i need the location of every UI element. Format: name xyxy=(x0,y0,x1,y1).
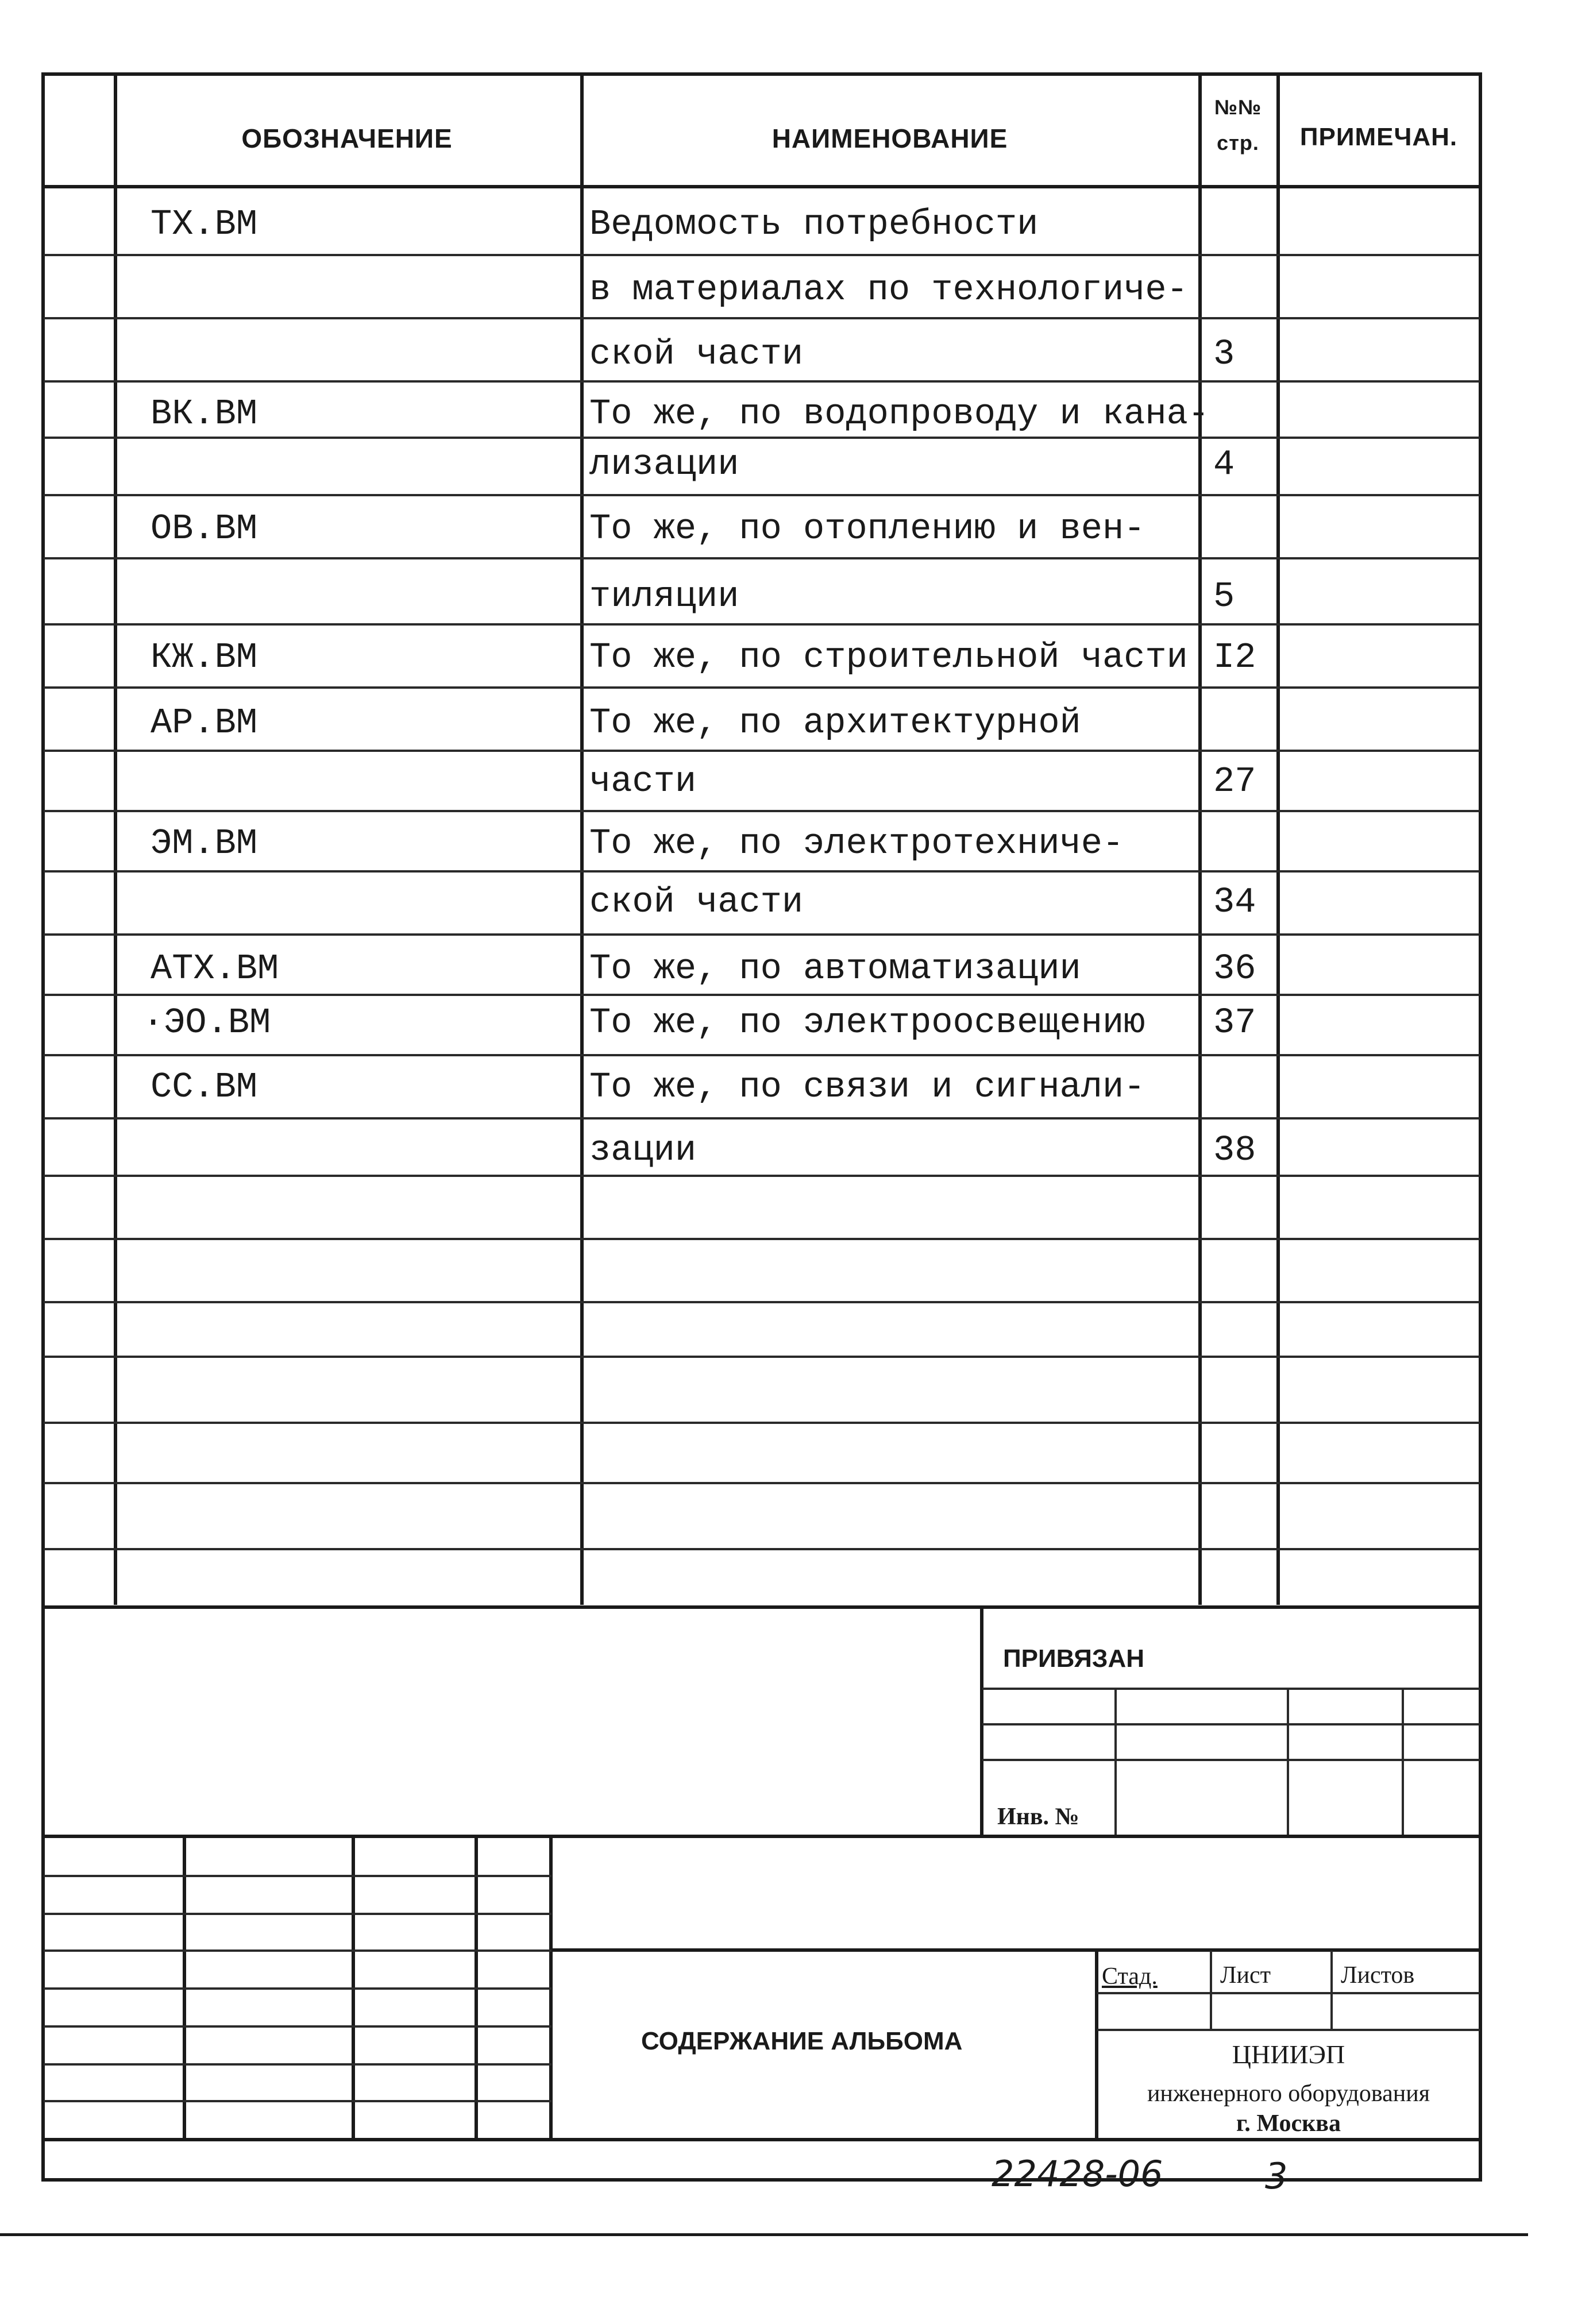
stage-col-line xyxy=(1330,1951,1333,2030)
row-name: части xyxy=(589,761,697,802)
row-name: То же, по отоплению и вен- xyxy=(589,508,1145,549)
row-name: ской части xyxy=(589,882,804,922)
row-line xyxy=(44,1482,1480,1484)
stage-col-line xyxy=(1210,1951,1212,2030)
stamp-row-line xyxy=(44,1987,551,1990)
row-page: 36 xyxy=(1213,948,1256,989)
bound-block-left-line xyxy=(980,1607,983,1837)
row-code: ОВ.ВМ xyxy=(151,508,258,549)
stage-row-line xyxy=(1097,1992,1480,1994)
header-notes: ПРИМЕЧАН. xyxy=(1299,123,1458,151)
bound-line xyxy=(982,1688,1480,1690)
stamp-col-line xyxy=(475,1836,478,2138)
row-line xyxy=(44,494,1480,496)
header-designation: ОБОЗНАЧЕНИЕ xyxy=(241,123,453,153)
row-name: То же, по электротехниче- xyxy=(589,823,1124,864)
row-name: лизации xyxy=(589,444,739,485)
row-code: ТХ.ВМ xyxy=(151,204,258,245)
col-line-4 xyxy=(1276,75,1280,1605)
row-code: ВК.ВМ xyxy=(151,393,258,434)
bound-line xyxy=(982,1759,1480,1761)
org-line2: инженерного оборудования xyxy=(1147,2080,1430,2107)
row-line xyxy=(44,317,1480,319)
row-page: 3 xyxy=(1213,334,1235,375)
header-page-no-top: №№ xyxy=(1214,95,1262,119)
row-code: ЭМ.ВМ xyxy=(151,823,258,864)
stamp-col-line xyxy=(183,1836,186,2138)
doc-number: 22428-06 xyxy=(992,2153,1163,2195)
page-number: 3 xyxy=(1265,2155,1288,2197)
row-line xyxy=(44,1548,1480,1550)
stamp-row-line xyxy=(44,1875,551,1877)
stamp-col-line xyxy=(352,1836,355,2138)
stamp-row-line xyxy=(44,1949,551,1952)
row-code: АР.ВМ xyxy=(151,702,258,743)
row-line xyxy=(44,254,1480,256)
row-line xyxy=(44,933,1480,936)
col-line-3 xyxy=(1198,75,1202,1605)
row-name: То же, по архитектурной xyxy=(589,702,1081,743)
stage-row-line xyxy=(1097,2029,1480,2031)
row-name: То же, по связи и сигнали- xyxy=(589,1067,1145,1107)
row-line xyxy=(44,810,1480,812)
row-page: I2 xyxy=(1213,637,1256,678)
sheet-label: Лист xyxy=(1220,1962,1271,1989)
row-line xyxy=(44,1301,1480,1303)
stamp-row-line xyxy=(44,2100,551,2102)
header-bottom-line xyxy=(44,185,1480,188)
row-code: СС.ВМ xyxy=(151,1067,258,1107)
stamp-row-line xyxy=(44,2025,551,2028)
row-name: тиляции xyxy=(589,576,739,617)
row-line xyxy=(44,380,1480,383)
row-name: То же, по автоматизации xyxy=(589,948,1081,989)
row-page: 27 xyxy=(1213,761,1256,802)
stamp-col-line xyxy=(549,1836,553,2138)
col-line-1 xyxy=(114,75,117,1605)
row-line xyxy=(44,623,1480,626)
row-page: 34 xyxy=(1213,882,1256,922)
row-name: То же, по электроосвещению xyxy=(589,1002,1145,1043)
row-line xyxy=(44,870,1480,873)
row-name: в материалах по технологиче- xyxy=(589,269,1188,310)
bound-col-line xyxy=(1402,1689,1404,1836)
stamp-bottom-line xyxy=(44,2138,1480,2141)
row-name: ской части xyxy=(589,334,804,375)
row-page: 4 xyxy=(1213,444,1235,485)
row-line xyxy=(44,557,1480,559)
row-line xyxy=(44,750,1480,752)
row-line xyxy=(44,437,1480,439)
row-line xyxy=(44,1117,1480,1119)
row-line xyxy=(44,1054,1480,1056)
row-name: зации xyxy=(589,1130,697,1171)
row-line xyxy=(44,994,1480,996)
row-page: 37 xyxy=(1213,1002,1256,1043)
row-line xyxy=(44,1175,1480,1177)
stamp-top-line xyxy=(44,1835,1480,1838)
sheet-frame xyxy=(41,72,1482,2182)
row-line xyxy=(44,1422,1480,1424)
row-line xyxy=(44,1356,1480,1358)
scan-edge-line xyxy=(0,2233,1528,2236)
row-page: 5 xyxy=(1213,576,1235,617)
stamp-row-line xyxy=(44,1913,551,1915)
header-page-no-bottom: стр. xyxy=(1217,131,1259,155)
row-code: ·ЭО.ВМ xyxy=(142,1002,271,1043)
inv-no-label: Инв. № xyxy=(997,1804,1079,1830)
album-title: СОДЕРЖАНИЕ АЛЬБОМА xyxy=(641,2027,963,2055)
bound-line xyxy=(982,1723,1480,1725)
header-name: НАИМЕНОВАНИЕ xyxy=(772,123,1008,153)
stage-label: Стад. xyxy=(1102,1963,1158,1990)
col-line-2 xyxy=(580,75,584,1605)
row-name: Ведомость потребности xyxy=(589,204,1039,245)
bound-col-line xyxy=(1114,1689,1117,1836)
row-name: То же, по водопроводу и кана- xyxy=(589,393,1209,434)
row-code: АТХ.ВМ xyxy=(151,948,279,989)
row-page: 38 xyxy=(1213,1130,1256,1171)
org-line1: ЦНИИЭП xyxy=(1232,2040,1345,2069)
bound-label: ПРИВЯЗАН xyxy=(1003,1644,1145,1673)
row-code: КЖ.ВМ xyxy=(151,637,258,678)
sheets-label: Листов xyxy=(1341,1962,1415,1989)
row-name: То же, по строительной части xyxy=(589,637,1188,678)
stamp-row-line xyxy=(44,2063,551,2066)
row-line xyxy=(44,1238,1480,1240)
row-line xyxy=(44,686,1480,689)
bound-col-line xyxy=(1287,1689,1289,1836)
table-bottom-line xyxy=(44,1605,1480,1609)
title-section-top-line xyxy=(551,1948,1480,1952)
org-line3: г. Москва xyxy=(1236,2110,1341,2137)
